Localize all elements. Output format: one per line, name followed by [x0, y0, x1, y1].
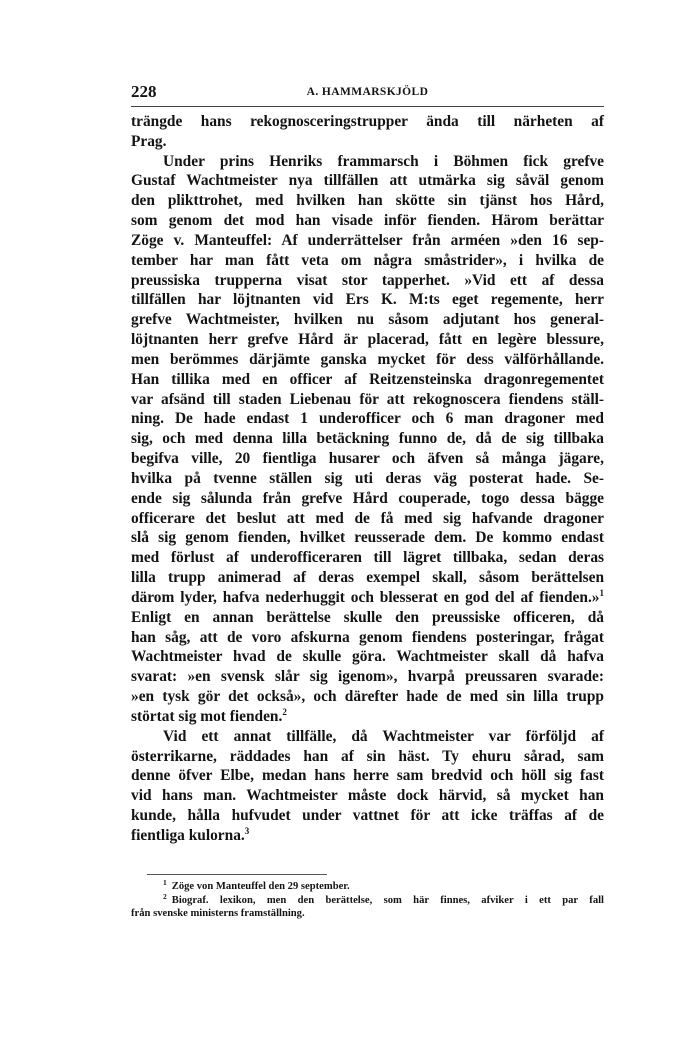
text-line: [131, 707, 604, 727]
text-line-content: tember har man fått veta om några småstrider», i hvilka de: [131, 251, 604, 269]
text-line-content: denne öfver Elbe, medan hans herre sam bredvid och höll sig fast: [131, 767, 604, 785]
text-line-content: trängde hans rekognosceringstrupper ända till närheten af: [131, 113, 604, 130]
text-line: [131, 171, 604, 191]
text-line: [131, 429, 604, 449]
text-line: [131, 747, 604, 767]
text-line: [131, 370, 604, 390]
text-line-content: slå sig genom fienden, hvilket reusserade dem. De kommo endast: [131, 529, 604, 547]
footnote-reference: 1: [599, 587, 604, 598]
text-line-content: kunde, hålla hufvudet under vattnet för att icke träffas af de: [131, 806, 604, 824]
footnote-line: [131, 891, 604, 908]
text-line-content: hvilka på tvenne ställen sig uti deras väg posterat hade. Se-: [131, 469, 604, 487]
text-line: [131, 727, 604, 747]
text-line-content: grefve Wachtmeister, hvilken nu såsom adjutant hos general-: [131, 311, 604, 329]
text-line-content: Han tillika med en officer af Reitzensteinska dragonregementet: [131, 370, 604, 388]
text-line: [131, 588, 604, 608]
text-line: [131, 568, 604, 588]
text-line-content: lilla trupp animerad af deras exempel skall, såsom berättelsen: [131, 569, 604, 587]
text-line: [131, 251, 604, 271]
text-line: [131, 548, 604, 568]
running-head: A. HAMMARSKJÖLD: [306, 86, 429, 98]
text-line-content: preussiska trupperna visat stor tapperhet. »Vid ett af dessa: [131, 271, 604, 289]
page-header: [131, 82, 604, 102]
text-line: [131, 667, 604, 687]
text-line-content: fientliga kulorna.: [131, 826, 245, 844]
text-line: [131, 112, 604, 132]
text-line: [131, 628, 604, 648]
text-line-content: begifva ville, 20 fientliga husarer och äfven så många jägare,: [131, 450, 604, 468]
text-line-content: ning. De hade endast 1 underofficer och 6 man dragoner med: [131, 410, 604, 428]
text-line: [131, 290, 604, 310]
text-line: [131, 489, 604, 509]
text-line: [131, 191, 604, 211]
text-line: [131, 390, 604, 410]
text-line-content: som genom det mod han visade inför fienden. Härom berättar: [131, 212, 604, 230]
text-line: [131, 271, 604, 291]
text-line-content: ende sig sålunda från grefve Hård couperade, togo dessa bägge: [131, 489, 604, 507]
text-line: [131, 786, 604, 806]
footnote-text: Biograf. lexikon, men den berättelse, som här finnes, afviker i ett par fall: [171, 894, 604, 906]
text-line-content: sig, och med denna lilla betäckning funno de, då de sig tillbaka: [131, 430, 604, 448]
text-line-content: Wachtmeister hvad de skulle göra. Wachtmeister skall då hafva: [131, 648, 604, 666]
text-line-content: störtat sig mot fienden.: [131, 707, 283, 725]
text-line-content: Enligt en annan berättelse skulle den preussiske officeren, då: [131, 608, 604, 626]
text-line-content: vid hans man. Wachtmeister måste dock härvid, så mycket han: [131, 787, 604, 805]
text-line-content: därom lyder, hafva nederhuggit och blesserat en god del af fienden.»: [131, 588, 600, 606]
text-line-content: österrikarne, räddades han af sin häst. Ty ehuru sårad, sam: [131, 747, 604, 765]
text-line: [131, 528, 604, 548]
page-number: 228: [131, 82, 157, 101]
text-line-content: tillfällen har löjtnanten vid Ers K. M:ts eget regemente, herr: [131, 291, 604, 309]
text-line-content: med förlust af underofficeraren till lägret tillbaka, sedan deras: [131, 549, 604, 567]
footnote-marker: 2: [163, 891, 167, 901]
text-line-content: han såg, att de voro afskurna genom fiendens posteringar, frågat: [131, 628, 604, 646]
footnote-rule: [147, 874, 327, 875]
text-line-content: löjtnanten herr grefve Hård är placerad, fått en legère blessure,: [131, 331, 604, 349]
text-line-content: Under prins Henriks frammarsch i Böhmen fick grefve: [163, 152, 604, 170]
text-line-content: Prag.: [131, 132, 167, 150]
text-line: [131, 826, 604, 846]
text-line: [131, 806, 604, 826]
text-line: [131, 310, 604, 330]
text-line: [131, 152, 604, 172]
text-line: [131, 231, 604, 251]
text-line-content: Gustaf Wachtmeister nya tillfällen att utmärka sig såväl genom: [131, 172, 604, 190]
footnote-text: från svenske ministerns framställning.: [131, 908, 305, 919]
body-text: [131, 112, 604, 846]
text-line-content: Zöge v. Manteuffel: Af underrättelser från arméen »den 16 sep-: [131, 231, 604, 249]
text-line-content: officerare det beslut att med de få med sig hafvande dragoner: [131, 509, 604, 527]
text-line-content: var afsänd till staden Liebenau för att rekognoscera fiendens ställ-: [131, 390, 604, 408]
footnote-reference: 3: [244, 825, 250, 836]
footnote-line: [131, 880, 604, 894]
header-rule: [131, 106, 604, 107]
text-line: [131, 509, 604, 529]
text-line: [131, 330, 604, 350]
footnotes: [131, 880, 604, 921]
text-line: [131, 647, 604, 667]
text-line-content: den plikttrohet, med hvilken han skötte sin tjänst hos Hård,: [131, 192, 604, 210]
footnote-text: Zöge von Manteuffel den 29 september.: [171, 881, 350, 892]
text-line: [131, 211, 604, 231]
text-line: [131, 766, 604, 786]
text-line: [131, 469, 604, 489]
text-line: [131, 132, 604, 152]
footnote-reference: 2: [282, 706, 287, 717]
text-line: [131, 409, 604, 429]
text-line-content: svarat: »en svensk slår sig igenom», hvarpå preussaren svarade:: [131, 668, 604, 686]
footnote-line: [131, 907, 604, 921]
text-line: [131, 449, 604, 469]
footnote-marker: 1: [163, 878, 167, 887]
text-line: [131, 350, 604, 370]
text-line-content: »en tysk gör det också», och därefter hade de med sin lilla trupp: [131, 688, 604, 706]
text-line: [131, 687, 604, 707]
text-line-content: Vid ett annat tillfälle, då Wachtmeister var förföljd af: [163, 727, 604, 745]
text-line: [131, 608, 604, 628]
text-line-content: men berömmes därjämte ganska mycket för dess välförhållande.: [131, 350, 604, 368]
